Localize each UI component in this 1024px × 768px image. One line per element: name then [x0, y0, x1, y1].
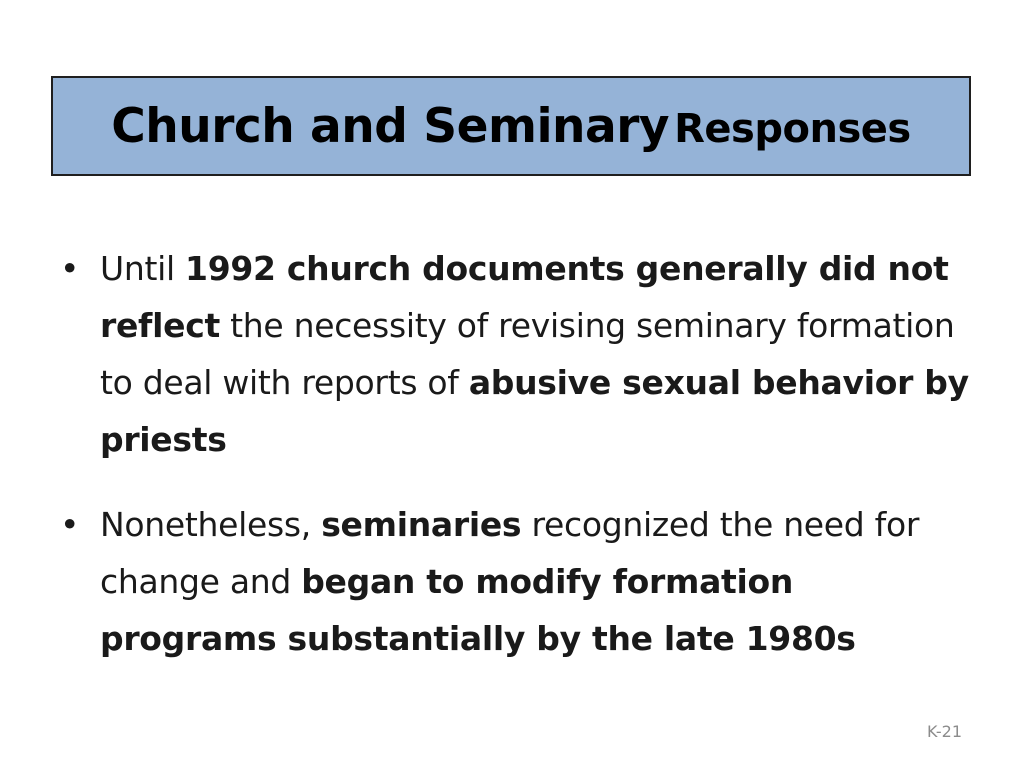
bullet-text-emphasis: seminaries: [321, 505, 522, 544]
bullet-text-segment: recognized the need for change and: [100, 505, 920, 601]
bullet-text-segment: Nonetheless,: [100, 505, 322, 544]
bullet-text-emphasis: 1992 church documents generally did not reflect: [100, 249, 949, 345]
slide-number: K-21: [927, 722, 962, 741]
bullet-list: [60, 240, 980, 667]
bullet-text-segment: the necessity of revising seminary formation to deal with reports of: [100, 306, 955, 402]
slide-title-sub: Responses: [674, 105, 911, 152]
slide-title: [111, 99, 910, 154]
slide-title-main: Church and Seminary: [111, 98, 670, 154]
bullet-text-segment: Until: [100, 249, 186, 288]
bullet-text-emphasis: began to modify formation programs substantially by the late 1980s: [100, 562, 856, 658]
bullet-text: [100, 249, 969, 459]
bullet-item: [60, 496, 980, 667]
bullet-text-emphasis: abusive sexual behavior by priests: [100, 363, 969, 459]
bullet-point-icon: •: [60, 249, 80, 288]
bullet-point-icon: •: [60, 505, 80, 544]
title-banner: [51, 76, 971, 176]
bullet-text: [100, 505, 919, 658]
bullet-item: [60, 240, 980, 468]
